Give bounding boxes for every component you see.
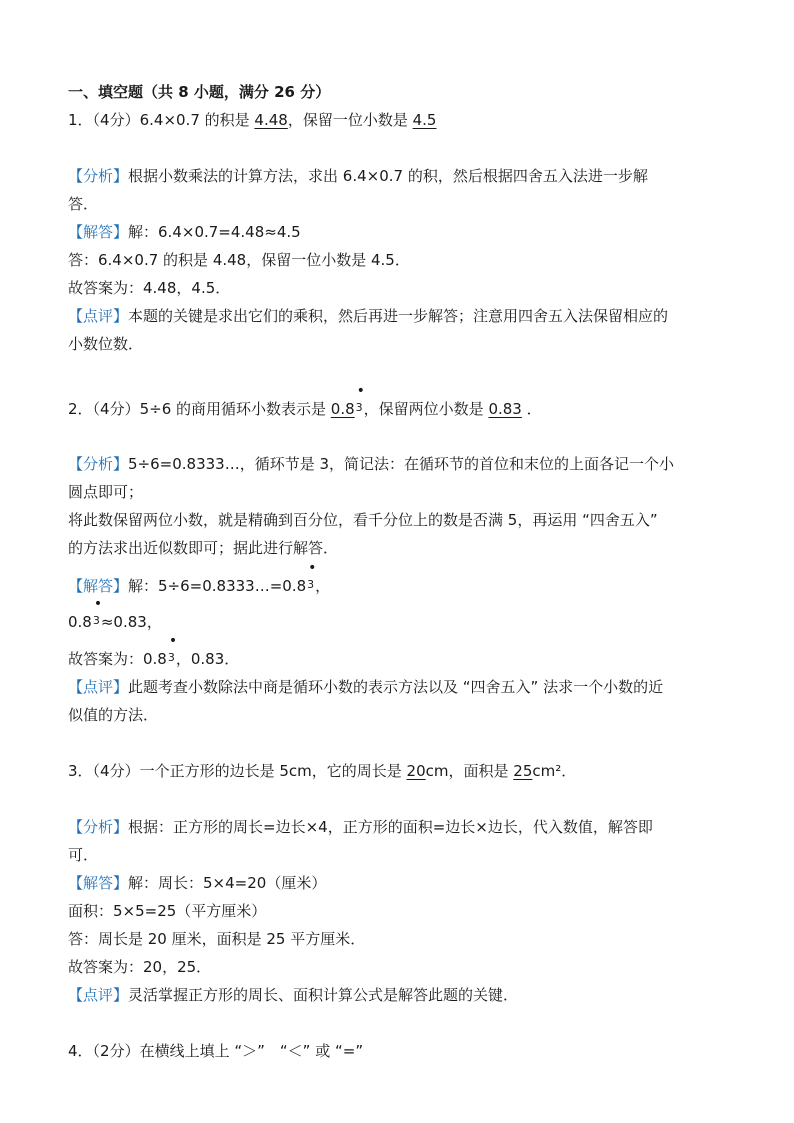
solution-tag: 【解答】 [68, 874, 129, 892]
q1-comment-text-1: 本题的关键是求出它们的乘积，然后再进一步解答；注意用四舍五入法保留相应的 [128, 307, 669, 325]
q1-answer-1: 4.48 [254, 111, 288, 129]
q2-comment-text-1: 此题考查小数除法中商是循环小数的表示方法以及 “四舍五入” 法求一个小数的近 [128, 678, 664, 696]
q3-solution-text-4: 故答案为：20，25． [68, 958, 212, 976]
repeat-dot-icon: • [308, 560, 317, 576]
solution-tag: 【解答】 [68, 223, 129, 241]
question-4-stem: 4．（2分）在横线上填上 “＞” “＜” 或 “=” [68, 1042, 364, 1060]
q2-solution-text-1b: ， [315, 577, 331, 595]
q1-answer-2: 4.5 [412, 111, 437, 129]
q1-analysis-text-2: 答． [68, 195, 99, 213]
q2-analysis-text-3: 将此数保留两位小数，就是精确到百分位，看千分位上的数是否满 5，再运用 “四舍五入” [68, 511, 658, 529]
q3-answer-2: 25 [513, 762, 533, 780]
q3-solution-text-3: 答：周长是 20 厘米，面积是 25 平方厘米． [68, 930, 366, 948]
q2-solution-line-2 [68, 596, 162, 632]
q2-analysis-text-2: 圆点即可； [68, 483, 144, 501]
comment-tag: 【点评】 [68, 307, 129, 325]
q2-solution-text-1a: 解：5÷6=0.8333…=0.8 [128, 577, 307, 595]
q1-comment [68, 306, 668, 326]
q3-solution-text-2: 面积：5×5=25（平方厘米） [68, 902, 267, 920]
q1-solution-text-3: 故答案为：4.48，4.5． [68, 279, 231, 297]
q3-analysis-text-2: 可． [68, 846, 99, 864]
q1-analysis-text-1: 根据小数乘法的计算方法，求出 6.4×0.7 的积，然后根据四舍五入法进一步解 [128, 167, 648, 185]
q1-comment-text-2: 小数位数． [68, 335, 144, 353]
question-1-stem [68, 110, 436, 130]
analysis-tag: 【分析】 [68, 818, 129, 836]
q2-stem-text: 2．（4分）5÷6 的商用循环小数表示是 [68, 400, 327, 418]
q2-comment-text-2: 似值的方法． [68, 706, 159, 724]
q1-stem-text: 1．（4分）6.4×0.7 的积是 [68, 111, 250, 129]
q2-solution-text-3b: ，0.83． [175, 650, 240, 668]
q3-stem-text-3: cm²． [532, 762, 577, 780]
repeat-dot-icon: • [356, 383, 365, 399]
q2-solution [68, 560, 331, 596]
comment-tag: 【点评】 [68, 986, 129, 1004]
q2-analysis [68, 454, 674, 474]
analysis-tag: 【分析】 [68, 455, 129, 473]
question-2-stem [68, 383, 542, 419]
repeating-digit: • 3 [307, 560, 317, 591]
comment-tag: 【点评】 [68, 678, 129, 696]
repeat-dot-icon: • [168, 633, 178, 649]
question-3-stem [68, 761, 576, 781]
repeat-dot-icon: • [93, 596, 103, 612]
q3-solution-text-1: 解：周长：5×4=20（厘米） [128, 874, 327, 892]
repeating-digit: • 3 [92, 596, 103, 627]
section-title: 一、填空题（共 8 小题，满分 26 分） [68, 83, 331, 101]
q2-stem-text-3: ． [526, 400, 542, 418]
q2-stem-text-2: ，保留两位小数是 [363, 400, 484, 418]
q2-answer-1: 0.8 [330, 400, 355, 418]
q2-answer-2: 0.83 [488, 400, 522, 418]
q3-stem-text: 3．（4分）一个正方形的边长是 5cm，它的周长是 [68, 762, 402, 780]
q2-comment [68, 677, 663, 697]
q3-stem-text-2: cm，面积是 [425, 762, 509, 780]
repeating-digit: • 3 [167, 633, 178, 664]
q1-solution-text-1: 解：6.4×0.7=4.48≈4.5 [128, 223, 301, 241]
q1-stem-text-2: ，保留一位小数是 [287, 111, 408, 129]
analysis-tag: 【分析】 [68, 167, 129, 185]
solution-tag: 【解答】 [68, 577, 129, 595]
q2-analysis-text-4: 的方法求出近似数即可；据此进行解答． [68, 539, 339, 557]
q2-solution-text-2a: 0.8 [68, 613, 92, 631]
repeating-digit: • 3 [355, 383, 365, 414]
q3-analysis-text-1: 根据：正方形的周长=边长×4，正方形的面积=边长×边长，代入数值，解答即 [128, 818, 653, 836]
q2-solution-line-3 [68, 633, 240, 669]
q3-solution [68, 873, 326, 893]
q1-solution [68, 222, 301, 242]
q2-solution-text-2b: ≈0.83， [100, 613, 162, 631]
q3-comment [68, 985, 518, 1005]
q3-comment-text-1: 灵活掌握正方形的周长、面积计算公式是解答此题的关键． [128, 986, 519, 1004]
q3-analysis [68, 817, 653, 837]
q3-answer-1: 20 [406, 762, 426, 780]
q2-analysis-text-1: 5÷6=0.8333…，循环节是 3，简记法：在循环节的首位和末位的上面各记一个小 [128, 455, 675, 473]
q1-solution-text-2: 答：6.4×0.7 的积是 4.48，保留一位小数是 4.5． [68, 251, 410, 269]
q1-analysis [68, 166, 648, 186]
q2-solution-text-3a: 故答案为：0.8 [68, 650, 167, 668]
